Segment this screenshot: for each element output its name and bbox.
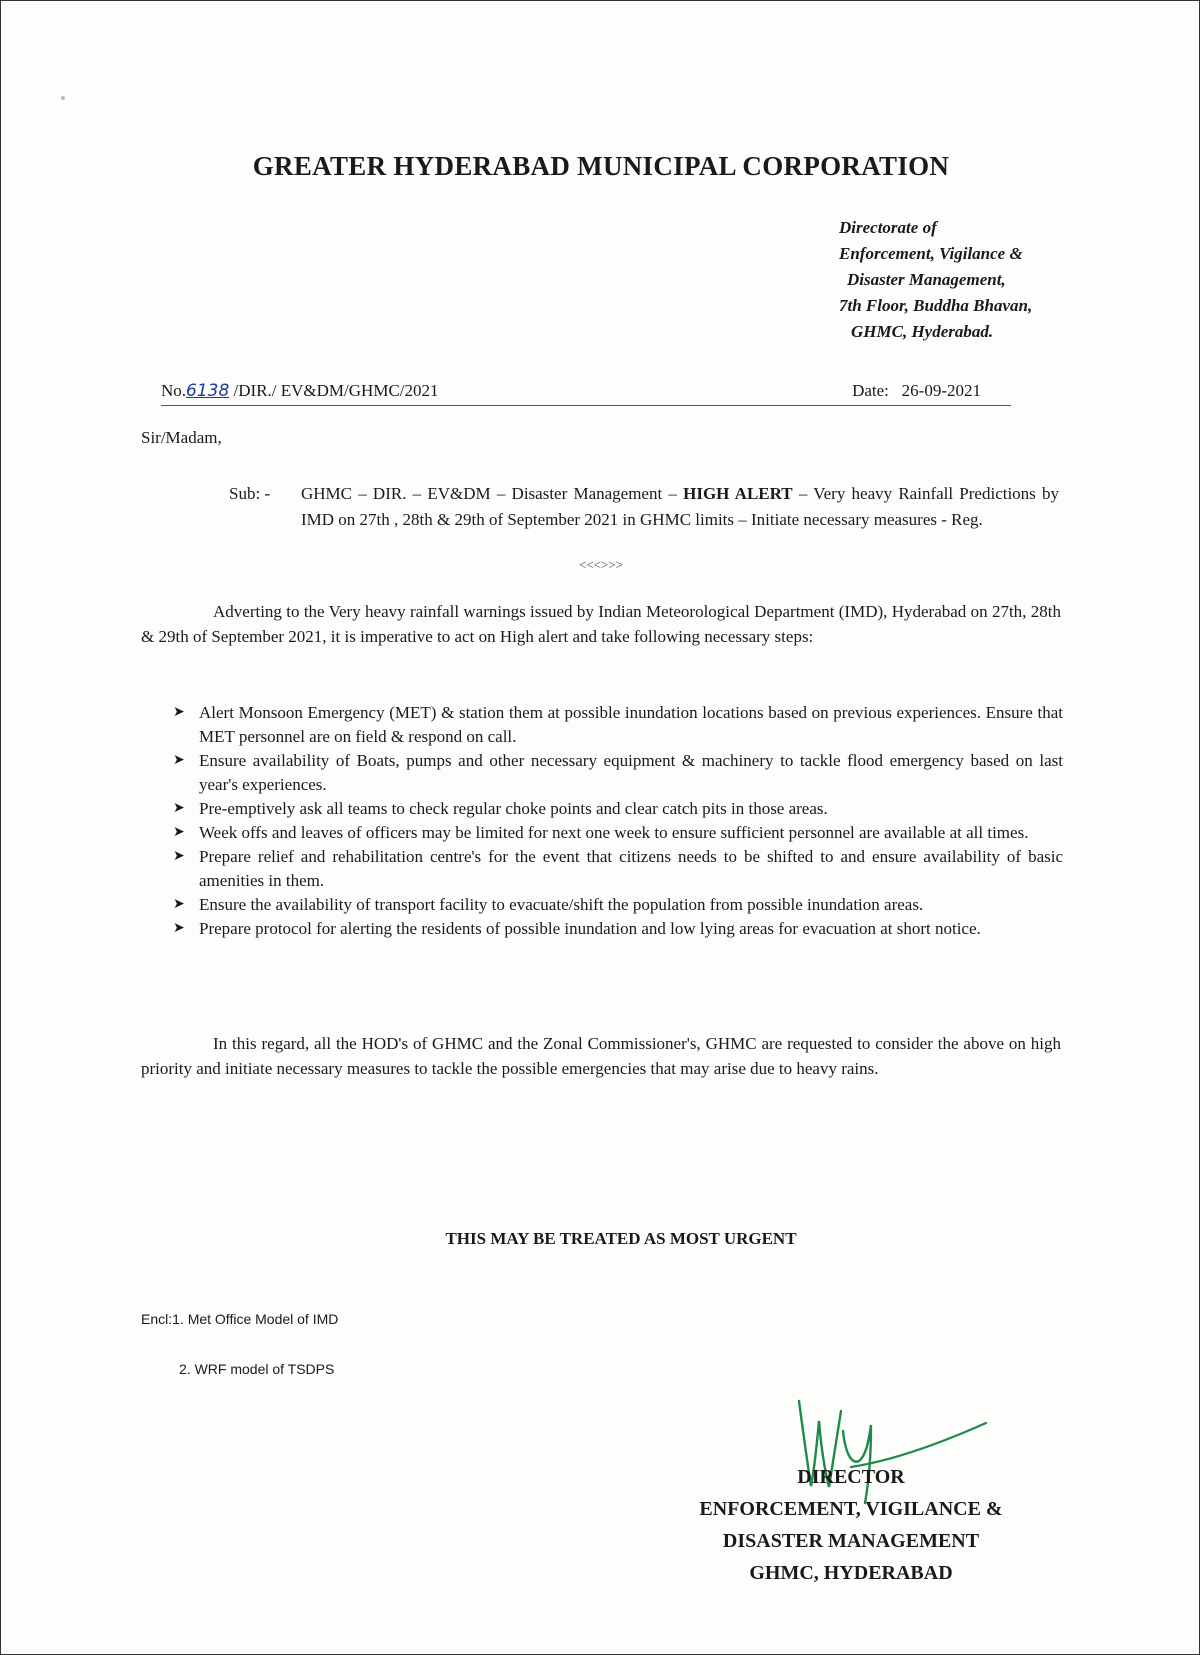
list-item [173, 749, 1063, 797]
list-item [173, 845, 1063, 893]
reference-row [161, 381, 1011, 406]
step-text: Pre-emptively ask all teams to check regular choke points and clear catch pits in those areas. [199, 799, 828, 818]
step-text: Ensure availability of Boats, pumps and other necessary equipment & machinery to tackle flood emergency based on last year's experiences. [199, 751, 1063, 794]
directorate-address [839, 215, 1179, 345]
reference-number [161, 381, 439, 401]
list-item [173, 893, 1063, 917]
arrow-bullet-icon: ➤ [173, 825, 185, 840]
list-item [173, 701, 1063, 749]
intro-paragraph: Adverting to the Very heavy rainfall warnings issued by Indian Meteorological Department (IMD), Hyderabad on 27th, 28th & 29th of September 2021, it is imperative to act on High alert and take following necessary steps: [141, 602, 1061, 646]
step-text: Week offs and leaves of officers may be limited for next one week to ensure sufficient personnel are available at all times. [199, 823, 1029, 842]
signatory-line-3: DISASTER MANAGEMENT [722, 1530, 980, 1552]
organization-title: GREATER HYDERABAD MUNICIPAL CORPORATION [252, 151, 950, 181]
high-alert-text: HIGH ALERT [683, 484, 793, 503]
step-text: Prepare protocol for alerting the residents of possible inundation and low lying areas for evacuation at short notice. [199, 919, 981, 938]
arrow-bullet-icon: ➤ [173, 801, 185, 816]
signatory-block [661, 1461, 1041, 1589]
arrow-bullet-icon: ➤ [173, 753, 185, 768]
list-item [173, 917, 1063, 941]
reference-prefix: No. [161, 381, 187, 400]
arrow-bullet-icon: ➤ [173, 849, 185, 864]
address-line-3: Disaster Management, [847, 270, 1006, 289]
enclosure-1: Encl:1. Met Office Model of IMD [141, 1311, 339, 1327]
arrow-bullet-icon: ➤ [173, 897, 185, 912]
scan-speck [61, 96, 65, 100]
address-line-5: GHMC, Hyderabad. [851, 322, 994, 341]
arrow-bullet-icon: ➤ [173, 705, 185, 720]
list-item [173, 821, 1063, 845]
closing-paragraph: In this regard, all the HOD's of GHMC and the Zonal Commissioner's, GHMC are requested to consider the above on high priority and initiate necessary measures to tackle the possible emergencies that may arise due to heavy rains. [141, 1034, 1061, 1078]
address-line-2: Enforcement, Vigilance & [839, 244, 1023, 263]
list-item [173, 797, 1063, 821]
subject-label: Sub: - [229, 484, 271, 503]
step-text: Ensure the availability of transport facility to evacuate/shift the population from possible inundation areas. [199, 895, 924, 914]
date-label: Date: [852, 381, 889, 400]
arrow-bullet-icon: ➤ [173, 921, 185, 936]
signatory-line-2: ENFORCEMENT, VIGILANCE & [699, 1498, 1003, 1520]
separator-mark: <<<>>> [579, 557, 623, 572]
address-line-4: 7th Floor, Buddha Bhavan, [839, 296, 1033, 315]
signatory-line-4: GHMC, HYDERABAD [749, 1562, 953, 1584]
address-line-1: Directorate of [839, 218, 937, 237]
step-text: Alert Monsoon Emergency (MET) & station them at possible inundation locations based on previous experiences. Ensure that MET personnel are on field & respond on call. [199, 703, 1063, 746]
urgent-notice: THIS MAY BE TREATED AS MOST URGENT [445, 1229, 797, 1248]
handwritten-reference-number: 6138 [186, 381, 230, 401]
subject-block [229, 481, 1059, 533]
steps-list [173, 701, 1063, 941]
subject-text-start: GHMC – DIR. – EV&DM – Disaster Management – [301, 484, 684, 503]
date-value: 26-09-2021 [901, 381, 981, 400]
enclosure-2: 2. WRF model of TSDPS [179, 1361, 335, 1377]
reference-suffix: /DIR./ EV&DM/GHMC/2021 [229, 381, 439, 400]
letter-date [852, 381, 981, 401]
step-text: Prepare relief and rehabilitation centre's for the event that citizens needs to be shifted to and ensure availability of basic amenities in them. [199, 847, 1063, 890]
subject-text-end: – Very heavy Rainfall Predictions by IMD on 27th , 28th & 29th of September 2021 in GHMC limits – Initiate necessary measures - Reg. [301, 484, 1059, 529]
salutation: Sir/Madam, [141, 428, 222, 447]
subject-text [301, 481, 1059, 533]
signatory-title: DIRECTOR [797, 1466, 905, 1488]
